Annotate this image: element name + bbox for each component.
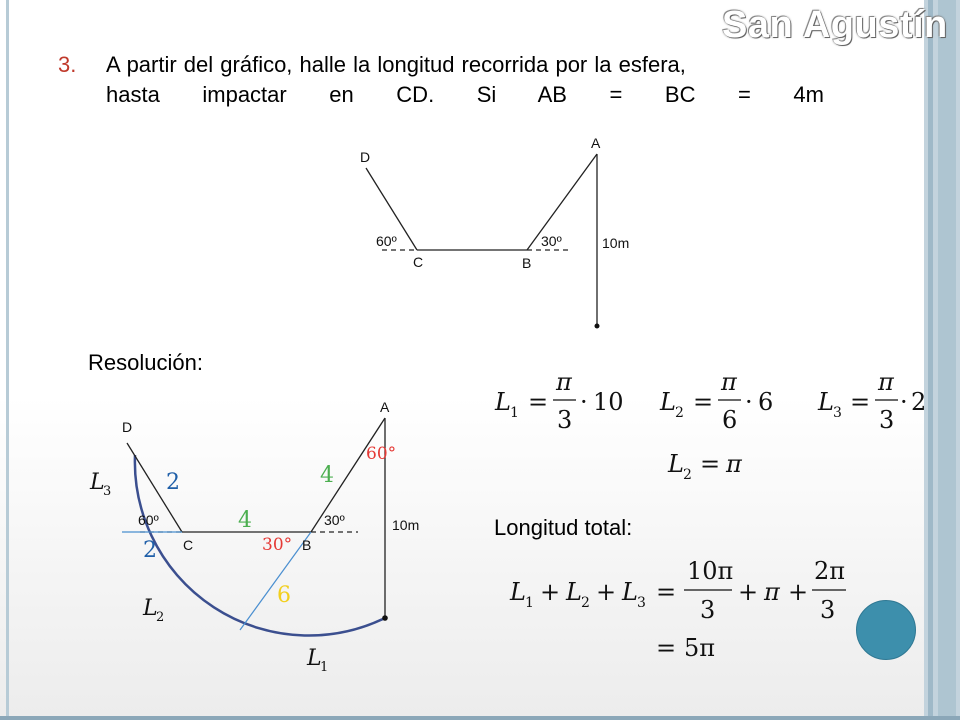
svg-text:2: 2: [581, 595, 590, 611]
height-label-top: 10m: [602, 235, 630, 251]
label-a-sol: A: [380, 399, 390, 415]
svg-text:3: 3: [557, 406, 573, 434]
svg-text:L: L: [510, 578, 526, 606]
formula-l1: [494, 368, 624, 434]
label-c-top: C: [413, 254, 424, 270]
label-d-top: D: [360, 149, 371, 165]
formula-l2-result: [667, 450, 743, 483]
svg-text:2: 2: [675, 405, 684, 421]
svg-text:L: L: [566, 578, 582, 606]
end-point-sol: [382, 615, 388, 621]
svg-text:π: π: [878, 368, 894, 396]
svg-text:6: 6: [758, 388, 774, 416]
question-text-line-2: hasta impactar en CD. Si AB = BC = 4m: [106, 82, 824, 107]
formula-total: [509, 557, 846, 662]
svg-text:=: =: [656, 578, 677, 606]
formula-l3: [817, 368, 926, 434]
height-label-sol: 10m: [392, 517, 420, 533]
angle-b-top: 30º: [541, 233, 562, 249]
svg-text:L: L: [622, 578, 638, 606]
seg-cd-length: 2: [166, 470, 180, 495]
svg-text:L: L: [307, 646, 322, 671]
svg-text:3: 3: [879, 406, 895, 434]
total-frac2-num: 2π: [814, 557, 846, 585]
solution-diagram: [122, 418, 385, 636]
svg-text:=: =: [528, 388, 549, 416]
svg-text:L: L: [668, 450, 684, 478]
arc-label-l2: [142, 596, 164, 625]
label-b-sol: B: [302, 537, 312, 553]
svg-text:3: 3: [833, 405, 842, 421]
svg-text:π: π: [721, 368, 737, 396]
svg-text:+: +: [788, 578, 809, 606]
svg-text:+: +: [738, 578, 759, 606]
total-lhs: [509, 578, 676, 611]
total-middle: π: [764, 578, 780, 606]
arc-label-l1: [306, 646, 328, 675]
angle-c-sol: 60º: [138, 512, 159, 528]
top-diagram: [366, 154, 597, 326]
angle-b-red: 30°: [262, 535, 293, 555]
svg-text:2: 2: [911, 388, 927, 416]
svg-text:2: 2: [683, 467, 692, 483]
segment-ba-top: [527, 154, 597, 250]
svg-text:π: π: [726, 450, 742, 478]
svg-text:1: 1: [525, 595, 534, 611]
svg-text:π: π: [556, 368, 572, 396]
total-frac2-den: 3: [820, 596, 836, 624]
svg-text:·: ·: [900, 388, 908, 416]
seg-bc-length: 4: [238, 508, 252, 533]
svg-text:=: =: [700, 450, 721, 478]
angle-b-sol: 30º: [324, 512, 345, 528]
seg-c-ext-length: 2: [143, 538, 157, 563]
svg-text:·: ·: [745, 388, 753, 416]
arc-label-l3: [89, 470, 111, 499]
end-point-top: [595, 324, 600, 329]
angle-c-top: 60º: [376, 233, 397, 249]
svg-text:L: L: [660, 388, 676, 416]
svg-text:=: =: [656, 634, 677, 662]
resolution-label: Resolución:: [88, 350, 203, 375]
seg-b-radius-length: 6: [277, 583, 291, 608]
label-a-top: A: [591, 135, 601, 151]
svg-text:L: L: [90, 470, 105, 495]
svg-text:1: 1: [320, 660, 329, 675]
label-d-sol: D: [122, 419, 133, 435]
svg-text:·: ·: [580, 388, 588, 416]
svg-text:6: 6: [722, 406, 738, 434]
svg-text:2: 2: [156, 610, 165, 625]
svg-text:+: +: [596, 578, 617, 606]
svg-text:1: 1: [510, 405, 519, 421]
total-frac1-den: 3: [700, 596, 716, 624]
label-c-sol: C: [183, 537, 194, 553]
seg-ab-length: 4: [320, 463, 334, 488]
formula-l2: [659, 368, 773, 434]
svg-text:10: 10: [593, 388, 624, 416]
angle-a-red: 60°: [366, 444, 397, 464]
label-b-top: B: [522, 255, 532, 271]
question-text-line-1: A partir del gráfico, halle la longitud recorrida por la esfera,: [106, 52, 686, 77]
svg-text:L: L: [143, 596, 158, 621]
svg-text:=: =: [693, 388, 714, 416]
question-number: 3.: [58, 52, 77, 77]
svg-text:=: =: [850, 388, 871, 416]
svg-text:L: L: [495, 388, 511, 416]
svg-text:+: +: [540, 578, 561, 606]
brand-logo-text: San Agustín: [722, 4, 948, 46]
total-result: 5π: [684, 634, 716, 662]
total-frac1-num: 10π: [687, 557, 734, 585]
total-length-label: Longitud total:: [494, 515, 633, 540]
svg-text:L: L: [818, 388, 834, 416]
svg-text:3: 3: [103, 484, 112, 499]
svg-text:3: 3: [637, 595, 646, 611]
